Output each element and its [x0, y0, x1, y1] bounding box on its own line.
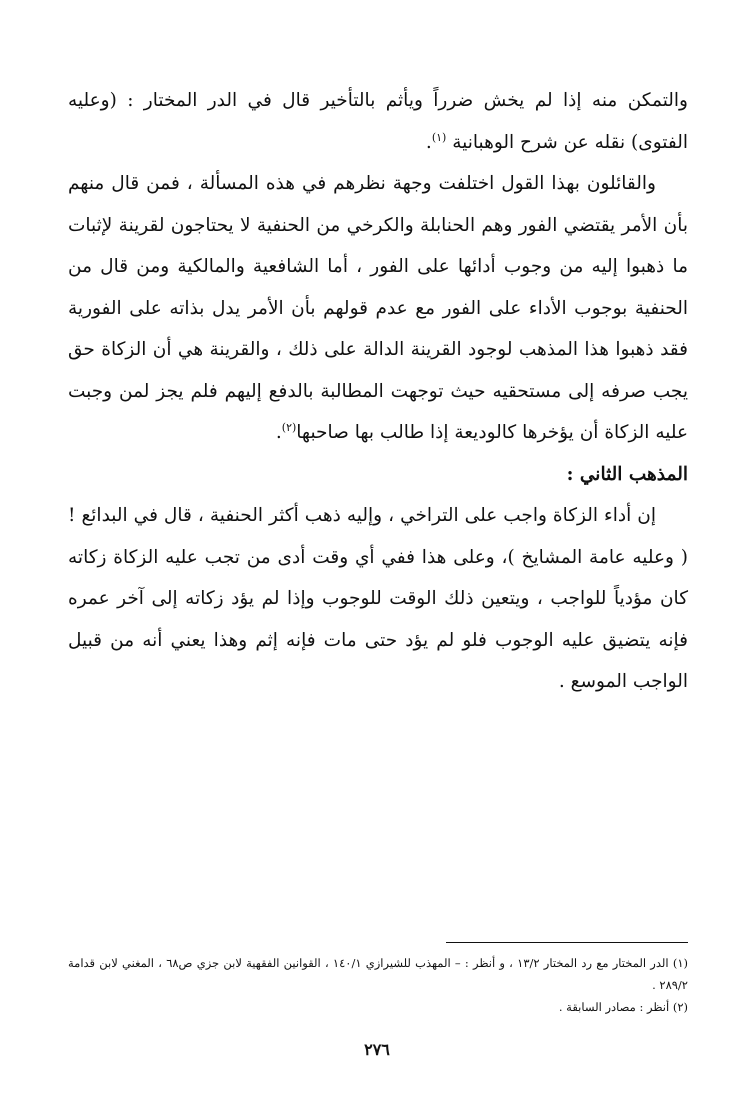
footnote-2: (٢) أنظر : مصادر السابقة .	[558, 1000, 688, 1014]
paragraph-1: والتمكن منه إذا لم يخش ضرراً ويأثم بالتأخير قال في الدر المختار : (وعليه الفتوى) نقله عن شرح الوهبانية $^{(١)}$.	[68, 90, 688, 153]
page-number: ٢٧٦	[364, 1040, 390, 1059]
footnote-mark-2: (٢)	[281, 420, 297, 434]
paragraph-2-text: والقائلون بهذا القول اختلفت وجهة نظرهم في هذه المسألة ، فمن قال منهم بأن الأمر يقتضي الفور وهم الحنابلة والكرخي من الحنفية لا يحتاجون لقرينة لإثبات ما ذهبوا إليه من وجوب أدائها على الفور ، أما الشافعية والمالكية ومن قال من الحنفية بوجوب الأداء على الفور مع عدم قولهم بأن الأمر يدل بذاته على الفورية فقد ذهبوا هذا المذهب لوجود القرينة الدالة على ذلك ، والقرينة هي أن الزكاة حق يجب صرفه إلى مستحقيه حيث توجهت المطالبة بالدفع إليهم فلم يجز لمن وجبت عليه الزكاة أن يؤخرها كالوديعة إذا طالب بها صاحبها	[68, 173, 689, 443]
paragraph-2: والقائلون بهذا القول اختلفت وجهة نظرهم في هذه المسألة ، فمن قال منهم بأن الأمر يقتضي الفور وهم الحنابلة والكرخي من الحنفية لا يحتاجون لقرينة لإثبات ما ذهبوا إليه من وجوب أدائها على الفور ، أما الشافعية والمالكية ومن قال من الحنفية بوجوب الأداء على الفور مع عدم قولهم بأن الأمر يدل بذاته على الفورية فقد ذهبوا هذا المذهب لوجود القرينة الدالة على ذلك ، والقرينة هي أن الزكاة حق يجب صرفه إلى مستحقيه حيث توجهت المطالبة بالدفع إليهم فلم يجز لمن وجبت عليه الزكاة أن يؤخرها كالوديعة إذا طالب بها صاحبها$^{(٢)}$.	[68, 173, 689, 443]
footnote-1: (١) الدر المختار مع رد المختار ١٣/٢ ، و أنظر : – المهذب للشيرازي ١٤٠/١ ، القوانين الفقهية لابن جزي ص٦٨ ، المغني لابن قدامة ٢٨٩/٢ .	[68, 956, 688, 992]
paragraph-3: إن أداء الزكاة واجب على التراخي ، وإليه ذهب أكثر الحنفية ، قال في البدائع ! ( وعليه عامة المشايخ )، وعلى هذا ففي أي وقت أدى من تجب عليه الزكاة زكاته كان مؤدياً للواجب ، ويتعين ذلك الوقت للوجوب وإذا لم يؤد زكاته إلى آخر عمره فإنه يتضيق عليه الوجوب فلو لم يؤد حتى مات فإنه إثم وهذا يعني أنه من قبيل الواجب الموسع .	[68, 505, 688, 692]
footnotes	[68, 952, 688, 1018]
section-heading: المذهب الثاني :	[566, 463, 688, 485]
footnote-divider	[446, 942, 688, 943]
footnote-mark-1: (١)	[431, 130, 447, 144]
paragraph-1-text: والتمكن منه إذا لم يخش ضرراً ويأثم بالتأخير قال في الدر المختار : (وعليه الفتوى) نقله عن شرح الوهبانية	[68, 90, 688, 153]
main-text	[68, 80, 688, 703]
